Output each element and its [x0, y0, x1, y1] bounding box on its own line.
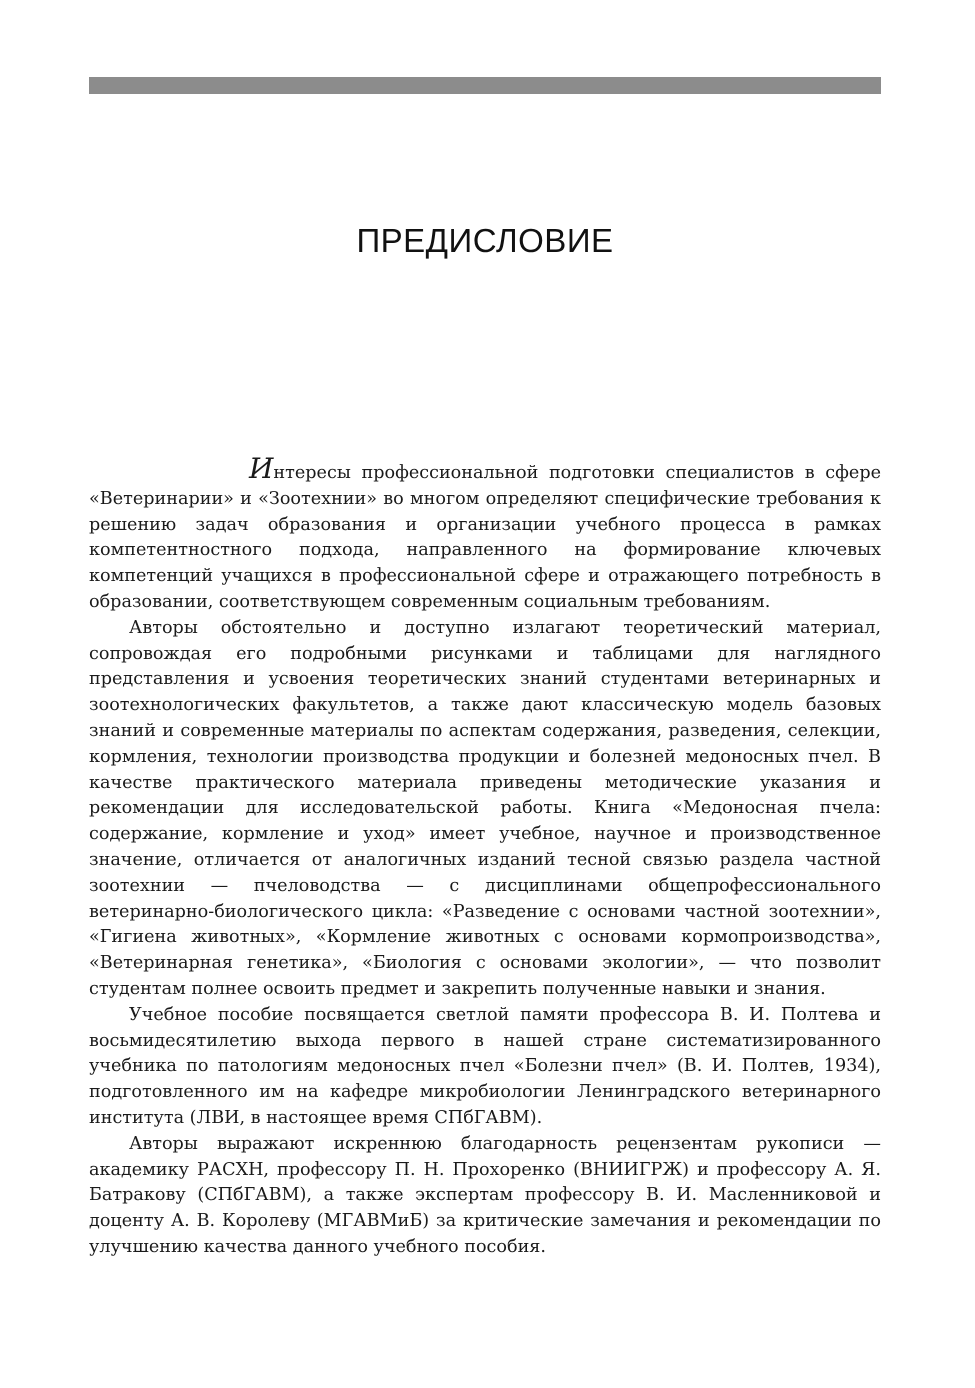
paragraph-3: Учебное пособие посвящается светлой памяти профессора В. И. Полтева и восьмидесятилетию выхода первого в нашей стране систематизированного учебника по патологиям медоносных пчел «Болезни пчел» (В. И. Полтев, 1934), подготовленного им на кафедре микробиологии Ленинградского ветеринарного института (ЛВИ, в настоящее время СПбГАВМ).	[89, 1004, 881, 1128]
paragraph-1	[89, 452, 881, 616]
page-title: ПРЕДИСЛОВИЕ	[356, 222, 614, 259]
preface-body	[89, 452, 881, 1261]
paragraph-2: Авторы обстоятельно и доступно излагают теоретический материал, сопровождая его подробными рисунками и таблицами для наглядного представления и усвоения теоретических знаний студентами ветеринарных и зоотехнологических факультетов, а также дают классическую модель базовых знаний и современные материалы по аспектам содержания, разведения, селекции, кормления, технологии производства продукции и болезней медоносных пчел. В качестве практического материала приведены методические указания и рекомендации для исследовательской работы. Книга «Медоносная пчела: содержание, кормление и уход» имеет учебное, научное и производственное значение, отличается от аналогичных изданий тесной связью раздела частной зоотехнии — пчеловодства — с дисциплинами общепрофессионального ветеринарно-биологического цикла: «Разведение с основами частной зоотехнии», «Гигиена животных», «Кормление животных с основами кормопроизводства», «Ветеринарная генетика», «Биология с основами экологии», — что позволит студентам полнее освоить предмет и закрепить полученные навыки и знания.	[89, 617, 881, 999]
top-rule	[89, 77, 881, 94]
paragraph-4: Авторы выражают искреннюю благодарность рецензентам рукописи — академику РАСХН, профессору П. Н. Прохоренко (ВНИИГРЖ) и профессору А. Я. Батракову (СПбГАВМ), а также экспертам профессору В. И. Масленниковой и доценту А. В. Королеву (МГАВМиБ) за критические замечания и рекомендации по улучшению качества данного учебного пособия.	[89, 1133, 881, 1257]
paragraph-text: нтересы профессиональной подготовки специалистов в сфере «Ветеринарии» и «Зоотехнии» во многом определяют специфические требования к решению задач образования и организации учебного процесса в рамках компетентностного подхода, направленного на формирование ключевых компетенций учащихся в профессиональной сфере и отражающего потребность в образовании, соответствующем современным социальным требованиям.	[89, 463, 881, 612]
drop-cap: И	[249, 452, 274, 485]
